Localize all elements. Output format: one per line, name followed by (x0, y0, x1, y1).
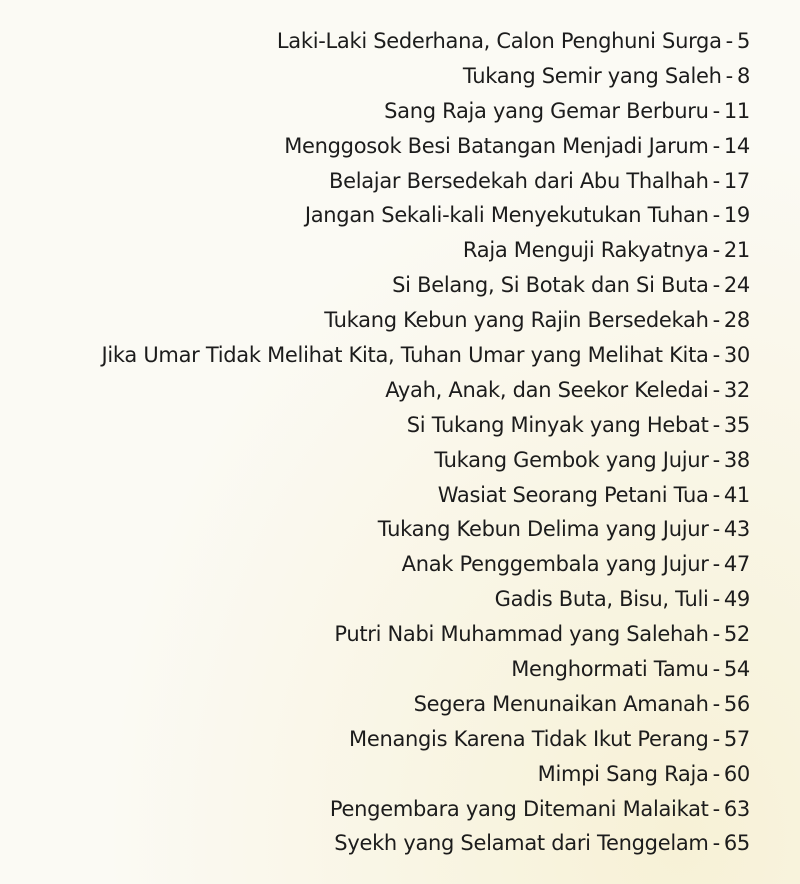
toc-entry-separator: - (712, 238, 720, 263)
toc-entry-separator: - (712, 657, 720, 682)
toc-entry-title: Ayah, Anak, dan Seekor Keledai (385, 377, 709, 402)
toc-entry-page: 17 (723, 168, 750, 193)
toc-entry-page: 65 (723, 831, 750, 856)
toc-entry-page: 47 (723, 552, 750, 577)
toc-entry-separator: - (712, 831, 720, 856)
toc-entry-page: 38 (723, 447, 750, 472)
toc-entry-title: Menangis Karena Tidak Ikut Perang (349, 726, 709, 751)
toc-entry (10, 443, 750, 478)
toc-entry (10, 303, 750, 338)
toc-entry-separator: - (712, 796, 720, 821)
toc-entry-title: Syekh yang Selamat dari Tenggelam (334, 831, 709, 856)
toc-entry-separator: - (712, 343, 720, 368)
toc-entry (10, 129, 750, 164)
toc-entry-title: Pengembara yang Ditemani Malaikat (329, 796, 709, 821)
table-of-contents (10, 24, 750, 861)
toc-entry-separator: - (712, 98, 720, 123)
toc-entry (10, 792, 750, 827)
toc-entry (10, 408, 750, 443)
toc-entry (10, 582, 750, 617)
toc-entry-title: Tukang Gembok yang Jujur (434, 447, 709, 472)
toc-entry-title: Segera Menunaikan Amanah (413, 691, 709, 716)
toc-entry-title: Laki-Laki Sederhana, Calon Penghuni Surga (276, 29, 722, 53)
toc-entry-page: 41 (723, 482, 750, 507)
toc-entry-separator: - (712, 517, 720, 542)
toc-entry (10, 94, 750, 129)
toc-entry-page: 19 (723, 203, 750, 228)
toc-entry-separator: - (712, 726, 720, 751)
toc-entry (10, 373, 750, 408)
toc-entry-separator: - (712, 273, 720, 298)
toc-entry-title: Anak Penggembala yang Jujur (401, 552, 709, 577)
toc-entry-title: Jika Umar Tidak Melihat Kita, Tuhan Umar yang Melihat Kita (101, 343, 709, 368)
toc-entry-page: 43 (723, 517, 750, 542)
toc-entry-page: 52 (723, 622, 750, 647)
toc-entry-separator: - (712, 133, 720, 158)
toc-entry-separator: - (725, 29, 733, 53)
toc-entry-title: Belajar Bersedekah dari Abu Thalhah (328, 168, 709, 193)
toc-entry-page: 54 (723, 657, 750, 682)
toc-entry-separator: - (712, 622, 720, 647)
toc-entry (10, 59, 750, 94)
toc-entry (10, 687, 750, 722)
toc-entry-page: 63 (723, 796, 750, 821)
toc-entry (10, 826, 750, 861)
toc-entry (10, 268, 750, 303)
toc-entry-title: Mimpi Sang Raja (537, 761, 709, 786)
toc-entry-page: 24 (723, 273, 750, 298)
toc-entry (10, 233, 750, 268)
toc-entry-page: 60 (723, 761, 750, 786)
toc-entry-page: 30 (723, 343, 750, 368)
toc-entry (10, 164, 750, 199)
toc-entry (10, 617, 750, 652)
toc-entry-separator: - (712, 447, 720, 472)
toc-entry-page: 35 (723, 412, 750, 437)
toc-entry-page: 56 (723, 691, 750, 716)
toc-entry-title: Tukang Kebun Delima yang Jujur (377, 517, 709, 542)
toc-entry (10, 547, 750, 582)
toc-entry-page: 57 (723, 726, 750, 751)
toc-entry-title: Sang Raja yang Gemar Berburu (384, 98, 709, 123)
toc-entry-separator: - (725, 63, 733, 88)
toc-entry-page: 21 (723, 238, 750, 263)
toc-entry (10, 652, 750, 687)
toc-entry-title: Menghormati Tamu (511, 657, 709, 682)
toc-entry-page: 28 (723, 308, 750, 333)
toc-entry-separator: - (712, 168, 720, 193)
toc-entry-title: Tukang Kebun yang Rajin Bersedekah (324, 308, 709, 333)
toc-entry-page: 8 (736, 63, 750, 88)
toc-entry-separator: - (712, 308, 720, 333)
toc-entry-page: 32 (723, 377, 750, 402)
toc-entry-page: 5 (736, 29, 750, 53)
toc-entry-title: Gadis Buta, Bisu, Tuli (494, 587, 709, 612)
toc-entry-separator: - (712, 691, 720, 716)
toc-entry-title: Menggosok Besi Batangan Menjadi Jarum (284, 133, 709, 158)
toc-entry-separator: - (712, 761, 720, 786)
toc-entry-title: Raja Menguji Rakyatnya (462, 238, 709, 263)
toc-entry-title: Putri Nabi Muhammad yang Salehah (334, 622, 709, 647)
toc-entry (10, 478, 750, 513)
toc-entry-separator: - (712, 203, 720, 228)
toc-entry-separator: - (712, 482, 720, 507)
toc-entry-separator: - (712, 587, 720, 612)
toc-entry-page: 49 (723, 587, 750, 612)
toc-entry (10, 512, 750, 547)
toc-entry (10, 198, 750, 233)
toc-entry-title: Si Belang, Si Botak dan Si Buta (392, 273, 709, 298)
toc-entry-title: Si Tukang Minyak yang Hebat (406, 412, 709, 437)
toc-entry-title: Wasiat Seorang Petani Tua (437, 482, 709, 507)
toc-entry-separator: - (712, 377, 720, 402)
toc-entry (10, 722, 750, 757)
toc-entry-page: 14 (723, 133, 750, 158)
toc-entry-title: Tukang Semir yang Saleh (462, 63, 722, 88)
toc-entry-page: 11 (723, 98, 750, 123)
toc-entry (10, 24, 750, 59)
toc-entry-separator: - (712, 552, 720, 577)
toc-entry-title: Jangan Sekali-kali Menyekutukan Tuhan (304, 203, 709, 228)
toc-entry (10, 338, 750, 373)
toc-entry (10, 757, 750, 792)
toc-entry-separator: - (712, 412, 720, 437)
